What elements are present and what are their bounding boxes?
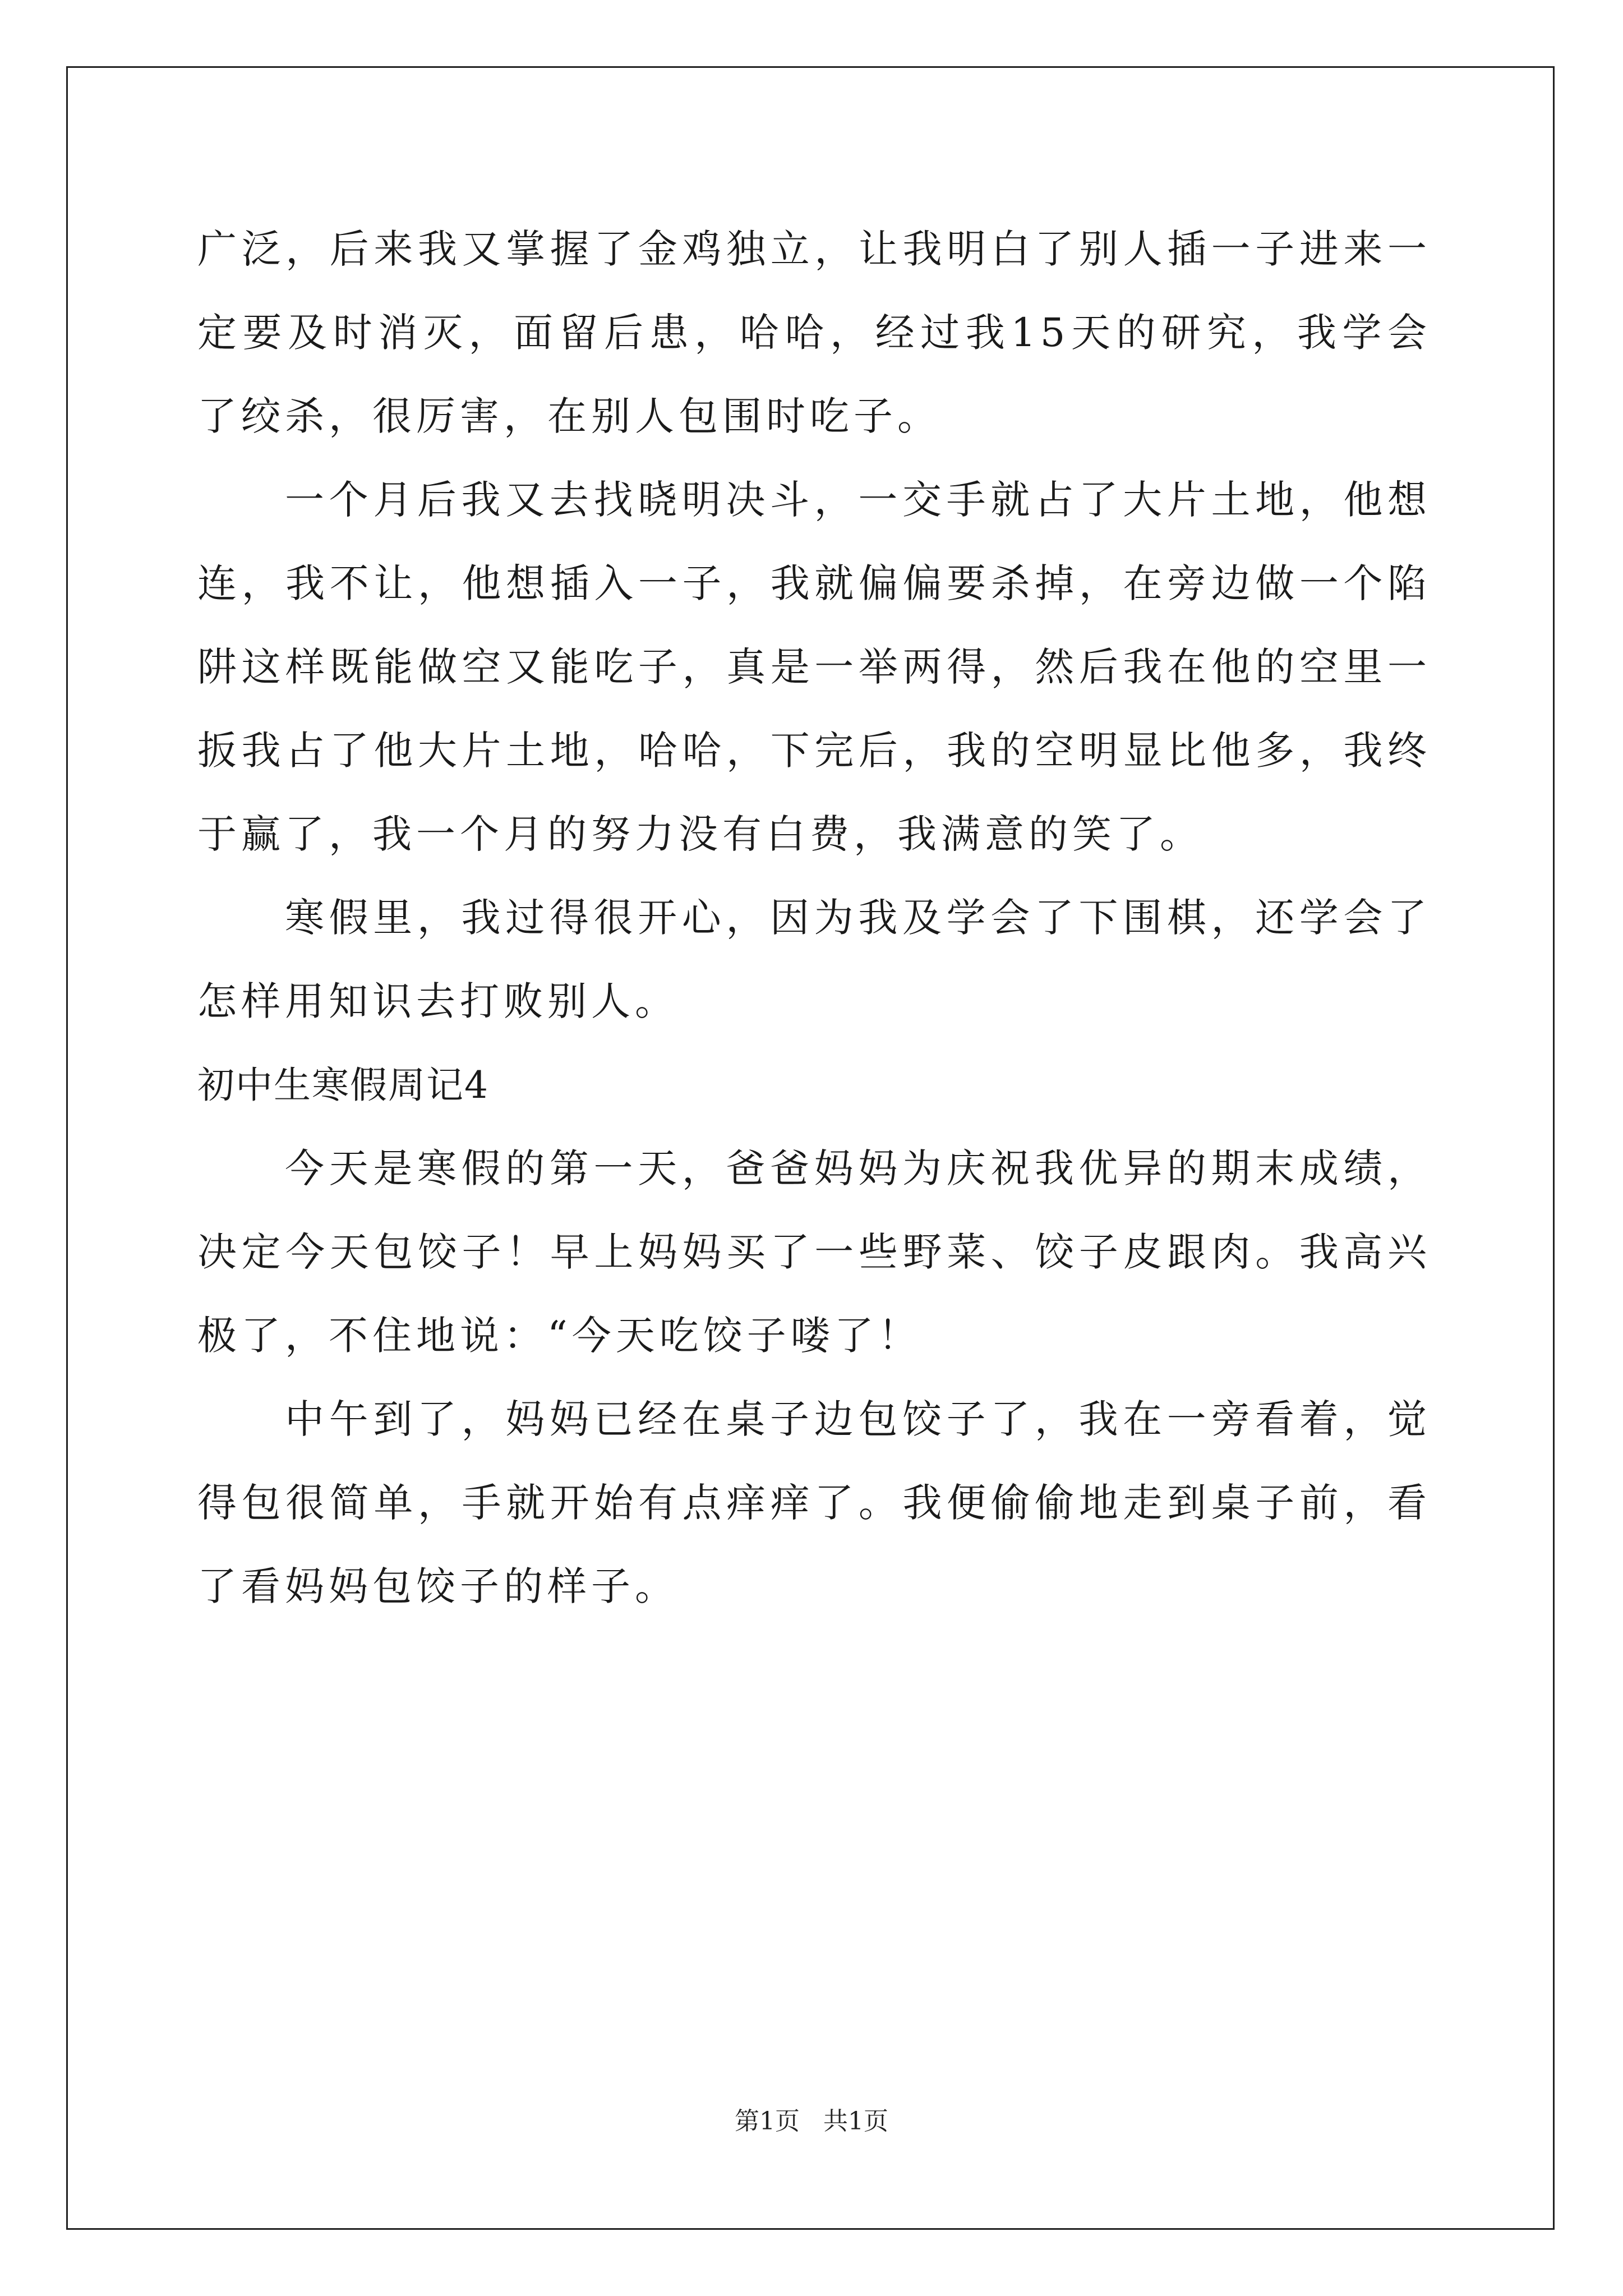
document-body xyxy=(197,208,1431,1628)
paragraph-5: 中午到了，妈妈已经在桌子边包饺子了，我在一旁看着，觉得包很简单，手就开始有点痒痒了。我便偷偷地走到桌子前，看了看妈妈包饺子的样子。 xyxy=(197,1396,1431,1609)
paragraph-1: 广泛，后来我又掌握了金鸡独立，让我明白了别人插一子进来一定要及时消灭，面留后患，哈哈，经过我15天的研究，我学会了绞杀，很厉害，在别人包围时吃子。 xyxy=(197,226,1431,439)
paragraph-4: 今天是寒假的第一天，爸爸妈妈为庆祝我优异的期末成绩，决定今天包饺子！早上妈妈买了一些野菜、饺子皮跟肉。我高兴极了，不住地说：“今天吃饺子喽了！ xyxy=(197,1145,1431,1359)
paragraph-2: 一个月后我又去找晓明决斗，一交手就占了大片土地，他想连，我不让，他想插入一子，我就偏偏要杀掉，在旁边做一个陷阱这样既能做空又能吃子，真是一举两得，然后我在他的空里一扳我占了他大片土地，哈哈，下完后，我的空明显比他多，我终于赢了，我一个月的努力没有白费，我满意的笑了。 xyxy=(197,477,1431,857)
section-heading: 初中生寒假周记4 xyxy=(197,1064,489,1107)
page-footer xyxy=(0,2101,1623,2137)
page-total: 共1页 xyxy=(823,2107,888,2136)
paragraph-3: 寒假里，我过得很开心，因为我及学会了下围棋，还学会了怎样用知识去打败别人。 xyxy=(197,895,1431,1024)
page-number: 第1页 xyxy=(735,2107,800,2136)
